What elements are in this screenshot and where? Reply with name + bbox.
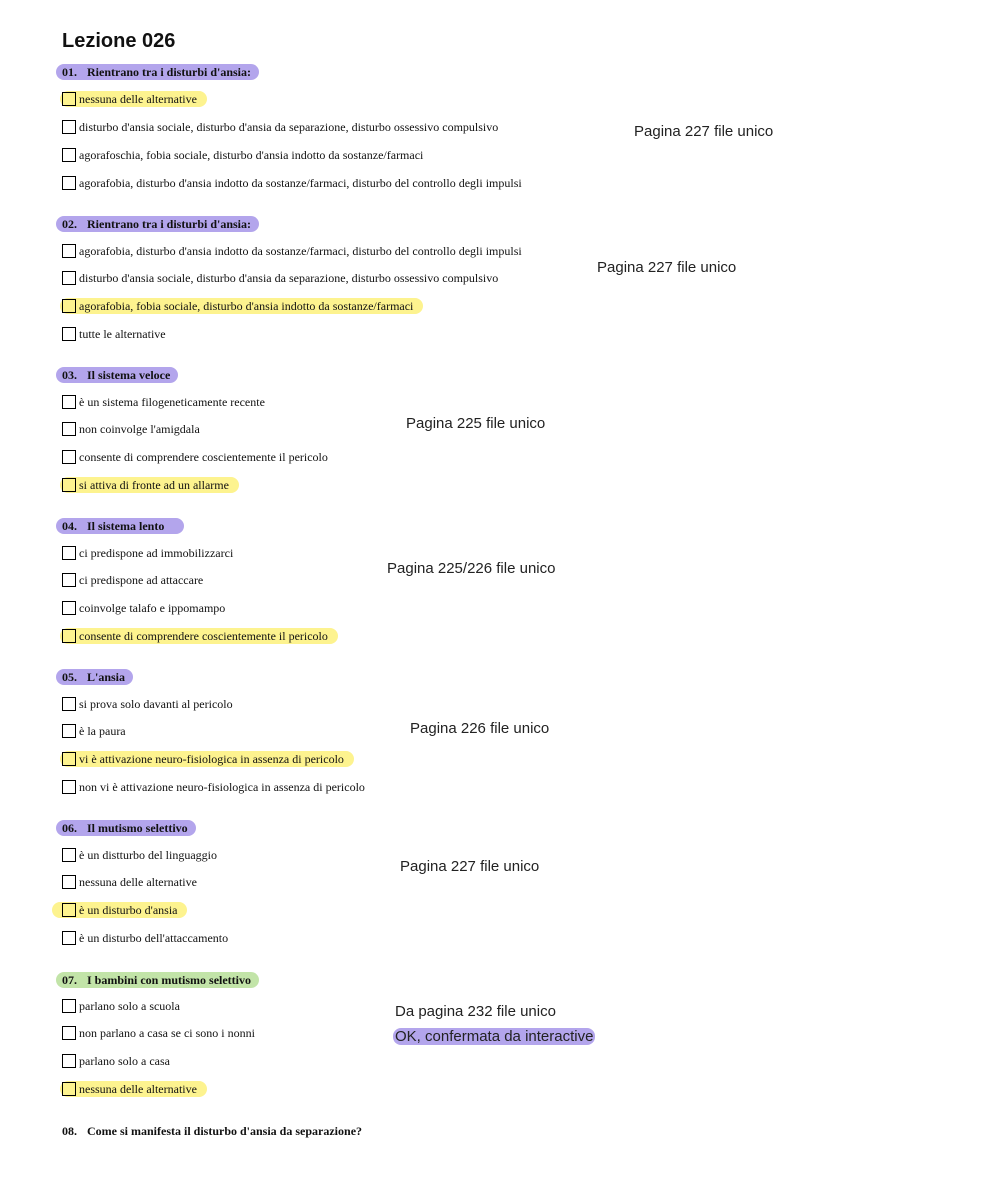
question-02-option-c[interactable]: agorafobia, fobia sociale, disturbo d'ansia indotto da sostanze/farmaci: [60, 298, 423, 314]
checkbox-icon[interactable]: [62, 1026, 76, 1040]
checkbox-icon[interactable]: [62, 875, 76, 889]
question-01-option-c[interactable]: agorafoschia, fobia sociale, disturbo d'ansia indotto da sostanze/farmaci: [62, 147, 423, 163]
question-04-source-note: Pagina 225/226 file unico: [387, 560, 556, 577]
question-03-option-c[interactable]: consente di comprendere coscientemente il pericolo: [62, 449, 328, 465]
question-06-option-b[interactable]: nessuna delle alternative: [62, 874, 197, 890]
question-07-confirmation-note: OK, confermata da interactive: [395, 1028, 594, 1045]
checkbox-icon[interactable]: [62, 752, 76, 766]
checkbox-icon[interactable]: [62, 395, 76, 409]
question-03-title: 03. Il sistema veloce: [56, 367, 178, 383]
question-03-source-note: Pagina 225 file unico: [406, 415, 546, 432]
question-03-option-a[interactable]: è un sistema filogeneticamente recente: [62, 394, 265, 410]
checkbox-icon[interactable]: [62, 931, 76, 945]
question-03-option-d[interactable]: si attiva di fronte ad un allarme: [60, 477, 239, 493]
checkbox-icon[interactable]: [62, 271, 76, 285]
checkbox-icon[interactable]: [62, 327, 76, 341]
checkbox-icon[interactable]: [62, 903, 76, 917]
question-04-title: 04. Il sistema lento: [56, 518, 184, 534]
question-01-option-b[interactable]: disturbo d'ansia sociale, disturbo d'ansia da separazione, disturbo ossessivo compulsivo: [62, 119, 498, 135]
question-05-option-c[interactable]: vi è attivazione neuro-fisiologica in assenza di pericolo: [60, 751, 354, 767]
question-02-option-a[interactable]: agorafobia, disturbo d'ansia indotto da sostanze/farmaci, disturbo del controllo degli impulsi: [62, 243, 522, 259]
question-02-title: 02. Rientrano tra i disturbi d'ansia:: [56, 216, 259, 232]
checkbox-icon[interactable]: [62, 724, 76, 738]
question-01-option-a[interactable]: nessuna delle alternative: [60, 91, 207, 107]
question-01-source-note: Pagina 227 file unico: [634, 123, 774, 140]
checkbox-icon[interactable]: [62, 573, 76, 587]
checkbox-icon[interactable]: [62, 299, 76, 313]
question-02-option-b[interactable]: disturbo d'ansia sociale, disturbo d'ansia da separazione, disturbo ossessivo compulsivo: [62, 270, 498, 286]
checkbox-icon[interactable]: [62, 848, 76, 862]
question-04-option-c[interactable]: coinvolge talafo e ippomampo: [62, 600, 225, 616]
question-07-source-note: Da pagina 232 file unico: [395, 1003, 556, 1020]
checkbox-icon[interactable]: [62, 629, 76, 643]
question-01-option-d[interactable]: agorafobia, disturbo d'ansia indotto da sostanze/farmaci, disturbo del controllo degli impulsi: [62, 175, 522, 191]
question-07-title: 07. I bambini con mutismo selettivo: [56, 972, 259, 988]
checkbox-icon[interactable]: [62, 697, 76, 711]
checkbox-icon[interactable]: [62, 478, 76, 492]
checkbox-icon[interactable]: [62, 92, 76, 106]
page-title: Lezione 026: [62, 30, 176, 52]
checkbox-icon[interactable]: [62, 546, 76, 560]
question-06-option-a[interactable]: è un distturbo del linguaggio: [62, 847, 217, 863]
checkbox-icon[interactable]: [62, 120, 76, 134]
question-07-option-a[interactable]: parlano solo a scuola: [62, 998, 180, 1014]
question-05-title: 05. L'ansia: [56, 669, 133, 685]
question-07-option-d[interactable]: nessuna delle alternative: [60, 1081, 207, 1097]
question-04-option-a[interactable]: ci predispone ad immobilizzarci: [62, 545, 233, 561]
question-01-title: 01. Rientrano tra i disturbi d'ansia:: [56, 64, 259, 80]
question-04-option-d[interactable]: consente di comprendere coscientemente il pericolo: [60, 628, 338, 644]
question-04-option-b[interactable]: ci predispone ad attaccare: [62, 572, 203, 588]
checkbox-icon[interactable]: [62, 999, 76, 1013]
question-05-source-note: Pagina 226 file unico: [410, 720, 550, 737]
question-05-option-d[interactable]: non vi è attivazione neuro-fisiologica in assenza di pericolo: [62, 779, 365, 795]
question-08-title: 08. Come si manifesta il disturbo d'ansia da separazione?: [62, 1124, 363, 1138]
checkbox-icon[interactable]: [62, 244, 76, 258]
question-05-option-a[interactable]: si prova solo davanti al pericolo: [62, 696, 233, 712]
question-07-option-b[interactable]: non parlano a casa se ci sono i nonni: [62, 1025, 255, 1041]
checkbox-icon[interactable]: [62, 780, 76, 794]
checkbox-icon[interactable]: [62, 1054, 76, 1068]
checkbox-icon[interactable]: [62, 1082, 76, 1096]
question-06-option-c[interactable]: è un disturbo d'ansia: [52, 902, 187, 918]
question-07-option-c[interactable]: parlano solo a casa: [62, 1053, 170, 1069]
question-06-title: 06. Il mutismo selettivo: [56, 820, 196, 836]
checkbox-icon[interactable]: [62, 450, 76, 464]
question-06-source-note: Pagina 227 file unico: [400, 858, 540, 875]
question-02-source-note: Pagina 227 file unico: [597, 259, 737, 276]
checkbox-icon[interactable]: [62, 422, 76, 436]
checkbox-icon[interactable]: [62, 148, 76, 162]
checkbox-icon[interactable]: [62, 176, 76, 190]
question-03-option-b[interactable]: non coinvolge l'amigdala: [62, 421, 200, 437]
question-05-option-b[interactable]: è la paura: [62, 723, 126, 739]
question-02-option-d[interactable]: tutte le alternative: [62, 326, 166, 342]
checkbox-icon[interactable]: [62, 601, 76, 615]
question-06-option-d[interactable]: è un disturbo dell'attaccamento: [62, 930, 228, 946]
